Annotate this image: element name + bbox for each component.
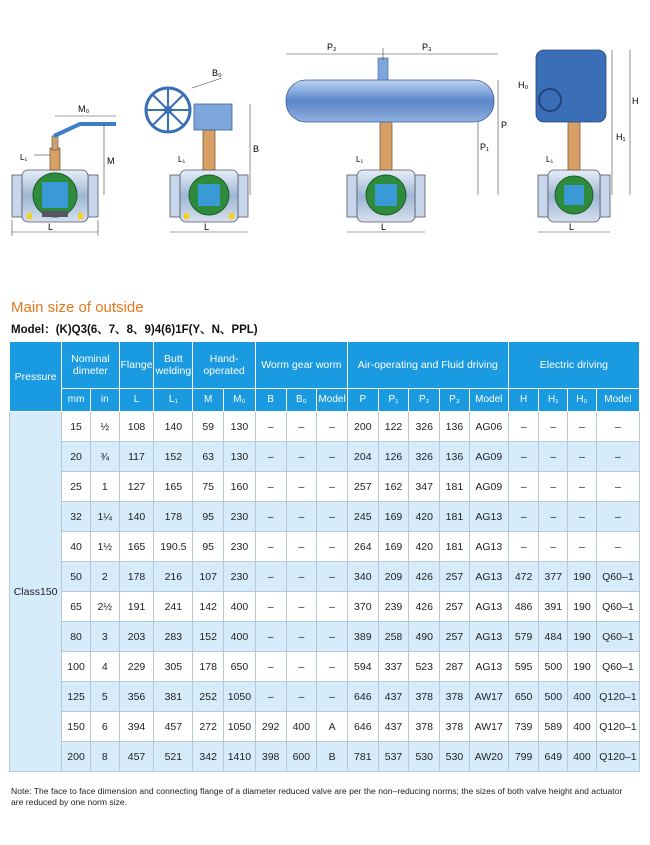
cell-m: 59 <box>193 412 224 442</box>
cell-p3: 530 <box>440 742 470 772</box>
cell-mm: 32 <box>62 502 91 532</box>
cell-in: 8 <box>90 742 119 772</box>
cell-h: – <box>508 472 539 502</box>
worm-gear-valve-drawing <box>146 68 259 232</box>
cell-am: AG13 <box>469 592 508 622</box>
cell-em: – <box>596 442 639 472</box>
table-row <box>10 562 640 592</box>
cell-p2: 326 <box>409 442 440 472</box>
cell-b: – <box>255 682 286 712</box>
cell-h1: 589 <box>539 712 568 742</box>
cell-h1: – <box>539 442 568 472</box>
cell-wm: – <box>317 622 348 652</box>
dim-P3-label: P₃ <box>422 42 432 52</box>
cell-l: 356 <box>119 682 154 712</box>
cell-p: 781 <box>347 742 378 772</box>
cell-wm: – <box>317 502 348 532</box>
cell-h0: – <box>568 502 597 532</box>
cell-p2: 378 <box>409 682 440 712</box>
cell-h: 799 <box>508 742 539 772</box>
cell-b0: – <box>286 442 317 472</box>
cell-l1: 305 <box>154 652 193 682</box>
cell-p2: 490 <box>409 622 440 652</box>
cell-em: Q60–1 <box>596 562 639 592</box>
table-row <box>10 502 640 532</box>
cell-mm: 50 <box>62 562 91 592</box>
cell-b0: – <box>286 622 317 652</box>
cell-p1: 437 <box>378 712 409 742</box>
subheader-B: B <box>255 389 286 412</box>
cell-l: 140 <box>119 502 154 532</box>
cell-b0: – <box>286 472 317 502</box>
cell-wm: – <box>317 442 348 472</box>
cell-b0: – <box>286 502 317 532</box>
subheader-H: H <box>508 389 539 412</box>
cell-wm: – <box>317 562 348 592</box>
cell-in: 4 <box>90 652 119 682</box>
cell-p2: 326 <box>409 412 440 442</box>
dim-B-label: B <box>253 144 260 154</box>
cell-h1: 500 <box>539 652 568 682</box>
table-row <box>10 412 640 442</box>
cell-p: 370 <box>347 592 378 622</box>
cell-in: ½ <box>90 412 119 442</box>
dim-H-label: H <box>632 96 639 106</box>
cell-p: 257 <box>347 472 378 502</box>
table-row <box>10 652 640 682</box>
cell-em: Q120–1 <box>596 712 639 742</box>
cell-p1: 258 <box>378 622 409 652</box>
cell-p2: 347 <box>409 472 440 502</box>
cell-wm: – <box>317 532 348 562</box>
cell-in: 1 <box>90 472 119 502</box>
cell-h0: 190 <box>568 652 597 682</box>
dim-P2-label: P₂ <box>327 42 337 52</box>
cell-p2: 530 <box>409 742 440 772</box>
cell-h1: – <box>539 502 568 532</box>
cell-l: 165 <box>119 532 154 562</box>
cell-p3: 378 <box>440 682 470 712</box>
dim-L-label-3: L <box>381 222 387 232</box>
cell-h0: 190 <box>568 592 597 622</box>
cell-p1: 537 <box>378 742 409 772</box>
cell-wm: A <box>317 712 348 742</box>
cell-am: AG06 <box>469 412 508 442</box>
cell-p3: 181 <box>440 532 470 562</box>
cell-b: – <box>255 562 286 592</box>
cell-b: – <box>255 622 286 652</box>
cell-mm: 40 <box>62 532 91 562</box>
cell-l1: 457 <box>154 712 193 742</box>
cell-em: Q120–1 <box>596 682 639 712</box>
cell-mm: 20 <box>62 442 91 472</box>
cell-b0: 600 <box>286 742 317 772</box>
table-row <box>10 712 640 742</box>
cell-m: 95 <box>193 532 224 562</box>
cell-am: AW20 <box>469 742 508 772</box>
pressure-class-cell: Class150 <box>10 412 62 772</box>
cell-wm: – <box>317 472 348 502</box>
cell-b: – <box>255 412 286 442</box>
cell-p1: 239 <box>378 592 409 622</box>
cell-h: 650 <box>508 682 539 712</box>
header-worm: Worm gear worm <box>255 342 347 389</box>
cell-em: – <box>596 472 639 502</box>
cell-h: – <box>508 412 539 442</box>
cell-l: 117 <box>119 442 154 472</box>
subheader-air-model: Model <box>469 389 508 412</box>
cell-m: 142 <box>193 592 224 622</box>
cell-p: 204 <box>347 442 378 472</box>
cell-em: – <box>596 502 639 532</box>
cell-b0: – <box>286 682 317 712</box>
cell-h1: – <box>539 412 568 442</box>
header-hand: Hand-operated <box>193 342 255 389</box>
cell-b: – <box>255 652 286 682</box>
cell-wm: – <box>317 592 348 622</box>
subheader-M: M <box>193 389 224 412</box>
cell-p1: 337 <box>378 652 409 682</box>
cell-am: AG13 <box>469 622 508 652</box>
dimension-table <box>9 341 640 772</box>
cell-p1: 122 <box>378 412 409 442</box>
cell-h: 472 <box>508 562 539 592</box>
subheader-P1: P₁ <box>378 389 409 412</box>
cell-m0: 1410 <box>224 742 256 772</box>
cell-wm: – <box>317 412 348 442</box>
cell-in: ¾ <box>90 442 119 472</box>
cell-p3: 378 <box>440 712 470 742</box>
cell-b0: – <box>286 592 317 622</box>
model-designation: Model：(K)Q3(6、7、8、9)4(6)1F(Y、N、PPL) <box>11 324 258 336</box>
cell-wm: – <box>317 682 348 712</box>
valve-drawings <box>0 0 650 260</box>
cell-m: 342 <box>193 742 224 772</box>
cell-in: 2½ <box>90 592 119 622</box>
cell-p3: 136 <box>440 412 470 442</box>
cell-p1: 169 <box>378 502 409 532</box>
cell-mm: 200 <box>62 742 91 772</box>
air-operated-valve-drawing <box>286 42 507 232</box>
subheader-H1: H₁ <box>539 389 568 412</box>
cell-h1: 484 <box>539 622 568 652</box>
table-row <box>10 682 640 712</box>
cell-h: – <box>508 532 539 562</box>
cell-am: AG13 <box>469 562 508 592</box>
dim-M0-label: M₀ <box>78 104 90 114</box>
cell-p3: 257 <box>440 592 470 622</box>
cell-b0: – <box>286 652 317 682</box>
cell-b0: 400 <box>286 712 317 742</box>
cell-p3: 287 <box>440 652 470 682</box>
dim-P1-label: P₁ <box>480 142 490 152</box>
cell-in: 5 <box>90 682 119 712</box>
cell-m0: 400 <box>224 592 256 622</box>
cell-l1: 190.5 <box>154 532 193 562</box>
cell-b: 398 <box>255 742 286 772</box>
cell-m: 107 <box>193 562 224 592</box>
cell-h0: – <box>568 472 597 502</box>
dim-L1-label-4: L₁ <box>546 155 554 164</box>
cell-em: Q60–1 <box>596 652 639 682</box>
cell-b: – <box>255 472 286 502</box>
cell-in: 2 <box>90 562 119 592</box>
cell-m0: 400 <box>224 622 256 652</box>
cell-m: 178 <box>193 652 224 682</box>
cell-h: 595 <box>508 652 539 682</box>
table-row <box>10 742 640 772</box>
cell-am: AW17 <box>469 712 508 742</box>
cell-m0: 130 <box>224 442 256 472</box>
cell-l: 178 <box>119 562 154 592</box>
cell-em: – <box>596 412 639 442</box>
cell-b0: – <box>286 532 317 562</box>
cell-m0: 1050 <box>224 712 256 742</box>
cell-p1: 437 <box>378 682 409 712</box>
cell-h: 739 <box>508 712 539 742</box>
cell-h1: 500 <box>539 682 568 712</box>
cell-h1: – <box>539 532 568 562</box>
cell-em: – <box>596 532 639 562</box>
hand-operated-valve-drawing <box>12 104 116 236</box>
dim-P-label: P <box>501 120 508 130</box>
cell-h1: 649 <box>539 742 568 772</box>
cell-m: 152 <box>193 622 224 652</box>
cell-p: 200 <box>347 412 378 442</box>
dim-L-label-2: L <box>204 222 210 232</box>
cell-p2: 426 <box>409 562 440 592</box>
cell-p: 594 <box>347 652 378 682</box>
subheader-H0: H₀ <box>568 389 597 412</box>
cell-p2: 426 <box>409 592 440 622</box>
cell-p3: 181 <box>440 472 470 502</box>
dim-H1-label: H₁ <box>616 132 626 142</box>
cell-m0: 650 <box>224 652 256 682</box>
cell-h1: 391 <box>539 592 568 622</box>
cell-p1: 162 <box>378 472 409 502</box>
cell-h: 579 <box>508 622 539 652</box>
cell-h0: – <box>568 412 597 442</box>
cell-in: 6 <box>90 712 119 742</box>
dim-L1-label-2: L₁ <box>178 155 186 164</box>
cell-b0: – <box>286 562 317 592</box>
cell-m0: 130 <box>224 412 256 442</box>
cell-p: 646 <box>347 682 378 712</box>
cell-p2: 420 <box>409 532 440 562</box>
cell-p3: 181 <box>440 502 470 532</box>
cell-h0: 400 <box>568 682 597 712</box>
cell-l: 394 <box>119 712 154 742</box>
dim-L1-label-3: L₁ <box>356 155 364 164</box>
cell-p2: 378 <box>409 712 440 742</box>
subheader-mm: mm <box>62 389 91 412</box>
cell-p1: 126 <box>378 442 409 472</box>
cell-m0: 1050 <box>224 682 256 712</box>
header-flange: Flange <box>119 342 154 389</box>
cell-b: – <box>255 592 286 622</box>
cell-l: 191 <box>119 592 154 622</box>
cell-am: AG13 <box>469 652 508 682</box>
dim-L1-label: L₁ <box>20 153 28 162</box>
cell-m: 63 <box>193 442 224 472</box>
cell-p: 245 <box>347 502 378 532</box>
cell-am: AW17 <box>469 682 508 712</box>
cell-h0: – <box>568 442 597 472</box>
cell-p3: 257 <box>440 562 470 592</box>
subheader-L: L <box>119 389 154 412</box>
cell-h: – <box>508 502 539 532</box>
cell-em: Q60–1 <box>596 592 639 622</box>
cell-l: 229 <box>119 652 154 682</box>
cell-mm: 150 <box>62 712 91 742</box>
cell-wm: B <box>317 742 348 772</box>
cell-b0: – <box>286 412 317 442</box>
dim-H0-label: H₀ <box>518 80 529 90</box>
header-air: Air-operating and Fluid driving <box>347 342 508 389</box>
header-nominal: Nominal dimeter <box>62 342 119 389</box>
cell-m: 272 <box>193 712 224 742</box>
cell-h0: 190 <box>568 622 597 652</box>
cell-h0: 400 <box>568 742 597 772</box>
cell-l: 203 <box>119 622 154 652</box>
cell-p: 340 <box>347 562 378 592</box>
cell-m0: 230 <box>224 502 256 532</box>
cell-p: 646 <box>347 712 378 742</box>
cell-p3: 257 <box>440 622 470 652</box>
cell-mm: 65 <box>62 592 91 622</box>
dim-M-label: M <box>107 156 115 166</box>
cell-l1: 381 <box>154 682 193 712</box>
cell-l1: 140 <box>154 412 193 442</box>
cell-m0: 230 <box>224 562 256 592</box>
header-electric: Electric driving <box>508 342 639 389</box>
table-row <box>10 532 640 562</box>
header-pressure: Pressure <box>10 342 62 412</box>
subheader-P3: P₃ <box>440 389 470 412</box>
table-row <box>10 472 640 502</box>
electric-valve-drawing <box>518 50 639 232</box>
cell-l1: 241 <box>154 592 193 622</box>
cell-l: 457 <box>119 742 154 772</box>
cell-l1: 521 <box>154 742 193 772</box>
subheader-L1: L₁ <box>154 389 193 412</box>
dim-L-label: L <box>48 222 54 232</box>
cell-mm: 80 <box>62 622 91 652</box>
table-row <box>10 442 640 472</box>
footnote: Note: The face to face dimension and connecting flange of a diameter reduced valve are per the non–reducing norms; the sizes of both valve height and actuator are reduced by one norm size. <box>11 786 623 807</box>
cell-mm: 15 <box>62 412 91 442</box>
cell-l1: 283 <box>154 622 193 652</box>
subheader-worm-model: Model <box>317 389 348 412</box>
cell-h: – <box>508 442 539 472</box>
cell-b: 292 <box>255 712 286 742</box>
cell-l: 127 <box>119 472 154 502</box>
cell-l1: 165 <box>154 472 193 502</box>
cell-p2: 523 <box>409 652 440 682</box>
cell-p3: 136 <box>440 442 470 472</box>
cell-p2: 420 <box>409 502 440 532</box>
cell-l1: 152 <box>154 442 193 472</box>
dim-B0-label: B₀ <box>212 68 222 78</box>
cell-am: AG09 <box>469 472 508 502</box>
cell-b: – <box>255 532 286 562</box>
subheader-P2: P₂ <box>409 389 440 412</box>
cell-l1: 178 <box>154 502 193 532</box>
cell-m0: 160 <box>224 472 256 502</box>
cell-h0: 190 <box>568 562 597 592</box>
cell-l: 108 <box>119 412 154 442</box>
cell-m: 95 <box>193 502 224 532</box>
cell-am: AG13 <box>469 502 508 532</box>
cell-b: – <box>255 442 286 472</box>
table-row <box>10 592 640 622</box>
cell-in: 3 <box>90 622 119 652</box>
cell-mm: 125 <box>62 682 91 712</box>
dim-L-label-4: L <box>569 222 575 232</box>
cell-p: 389 <box>347 622 378 652</box>
header-butt: Butt welding <box>154 342 193 389</box>
cell-m: 75 <box>193 472 224 502</box>
cell-wm: – <box>317 652 348 682</box>
cell-mm: 25 <box>62 472 91 502</box>
table-row <box>10 622 640 652</box>
cell-mm: 100 <box>62 652 91 682</box>
cell-am: AG13 <box>469 532 508 562</box>
cell-h1: 377 <box>539 562 568 592</box>
cell-l1: 216 <box>154 562 193 592</box>
cell-am: AG09 <box>469 442 508 472</box>
table-body <box>10 412 640 772</box>
subheader-electric-model: Model <box>596 389 639 412</box>
section-title: Main size of outside <box>11 299 144 316</box>
cell-b: – <box>255 502 286 532</box>
cell-m: 252 <box>193 682 224 712</box>
cell-h0: 400 <box>568 712 597 742</box>
subheader-P: P <box>347 389 378 412</box>
cell-em: Q60–1 <box>596 622 639 652</box>
subheader-in: in <box>90 389 119 412</box>
cell-em: Q120–1 <box>596 742 639 772</box>
cell-h1: – <box>539 472 568 502</box>
cell-in: 1½ <box>90 532 119 562</box>
subheader-B0: B₀ <box>286 389 317 412</box>
cell-p: 264 <box>347 532 378 562</box>
cell-p1: 169 <box>378 532 409 562</box>
cell-h0: – <box>568 532 597 562</box>
cell-in: 1¼ <box>90 502 119 532</box>
cell-h: 486 <box>508 592 539 622</box>
cell-p1: 209 <box>378 562 409 592</box>
cell-m0: 230 <box>224 532 256 562</box>
subheader-M0: M₀ <box>224 389 256 412</box>
